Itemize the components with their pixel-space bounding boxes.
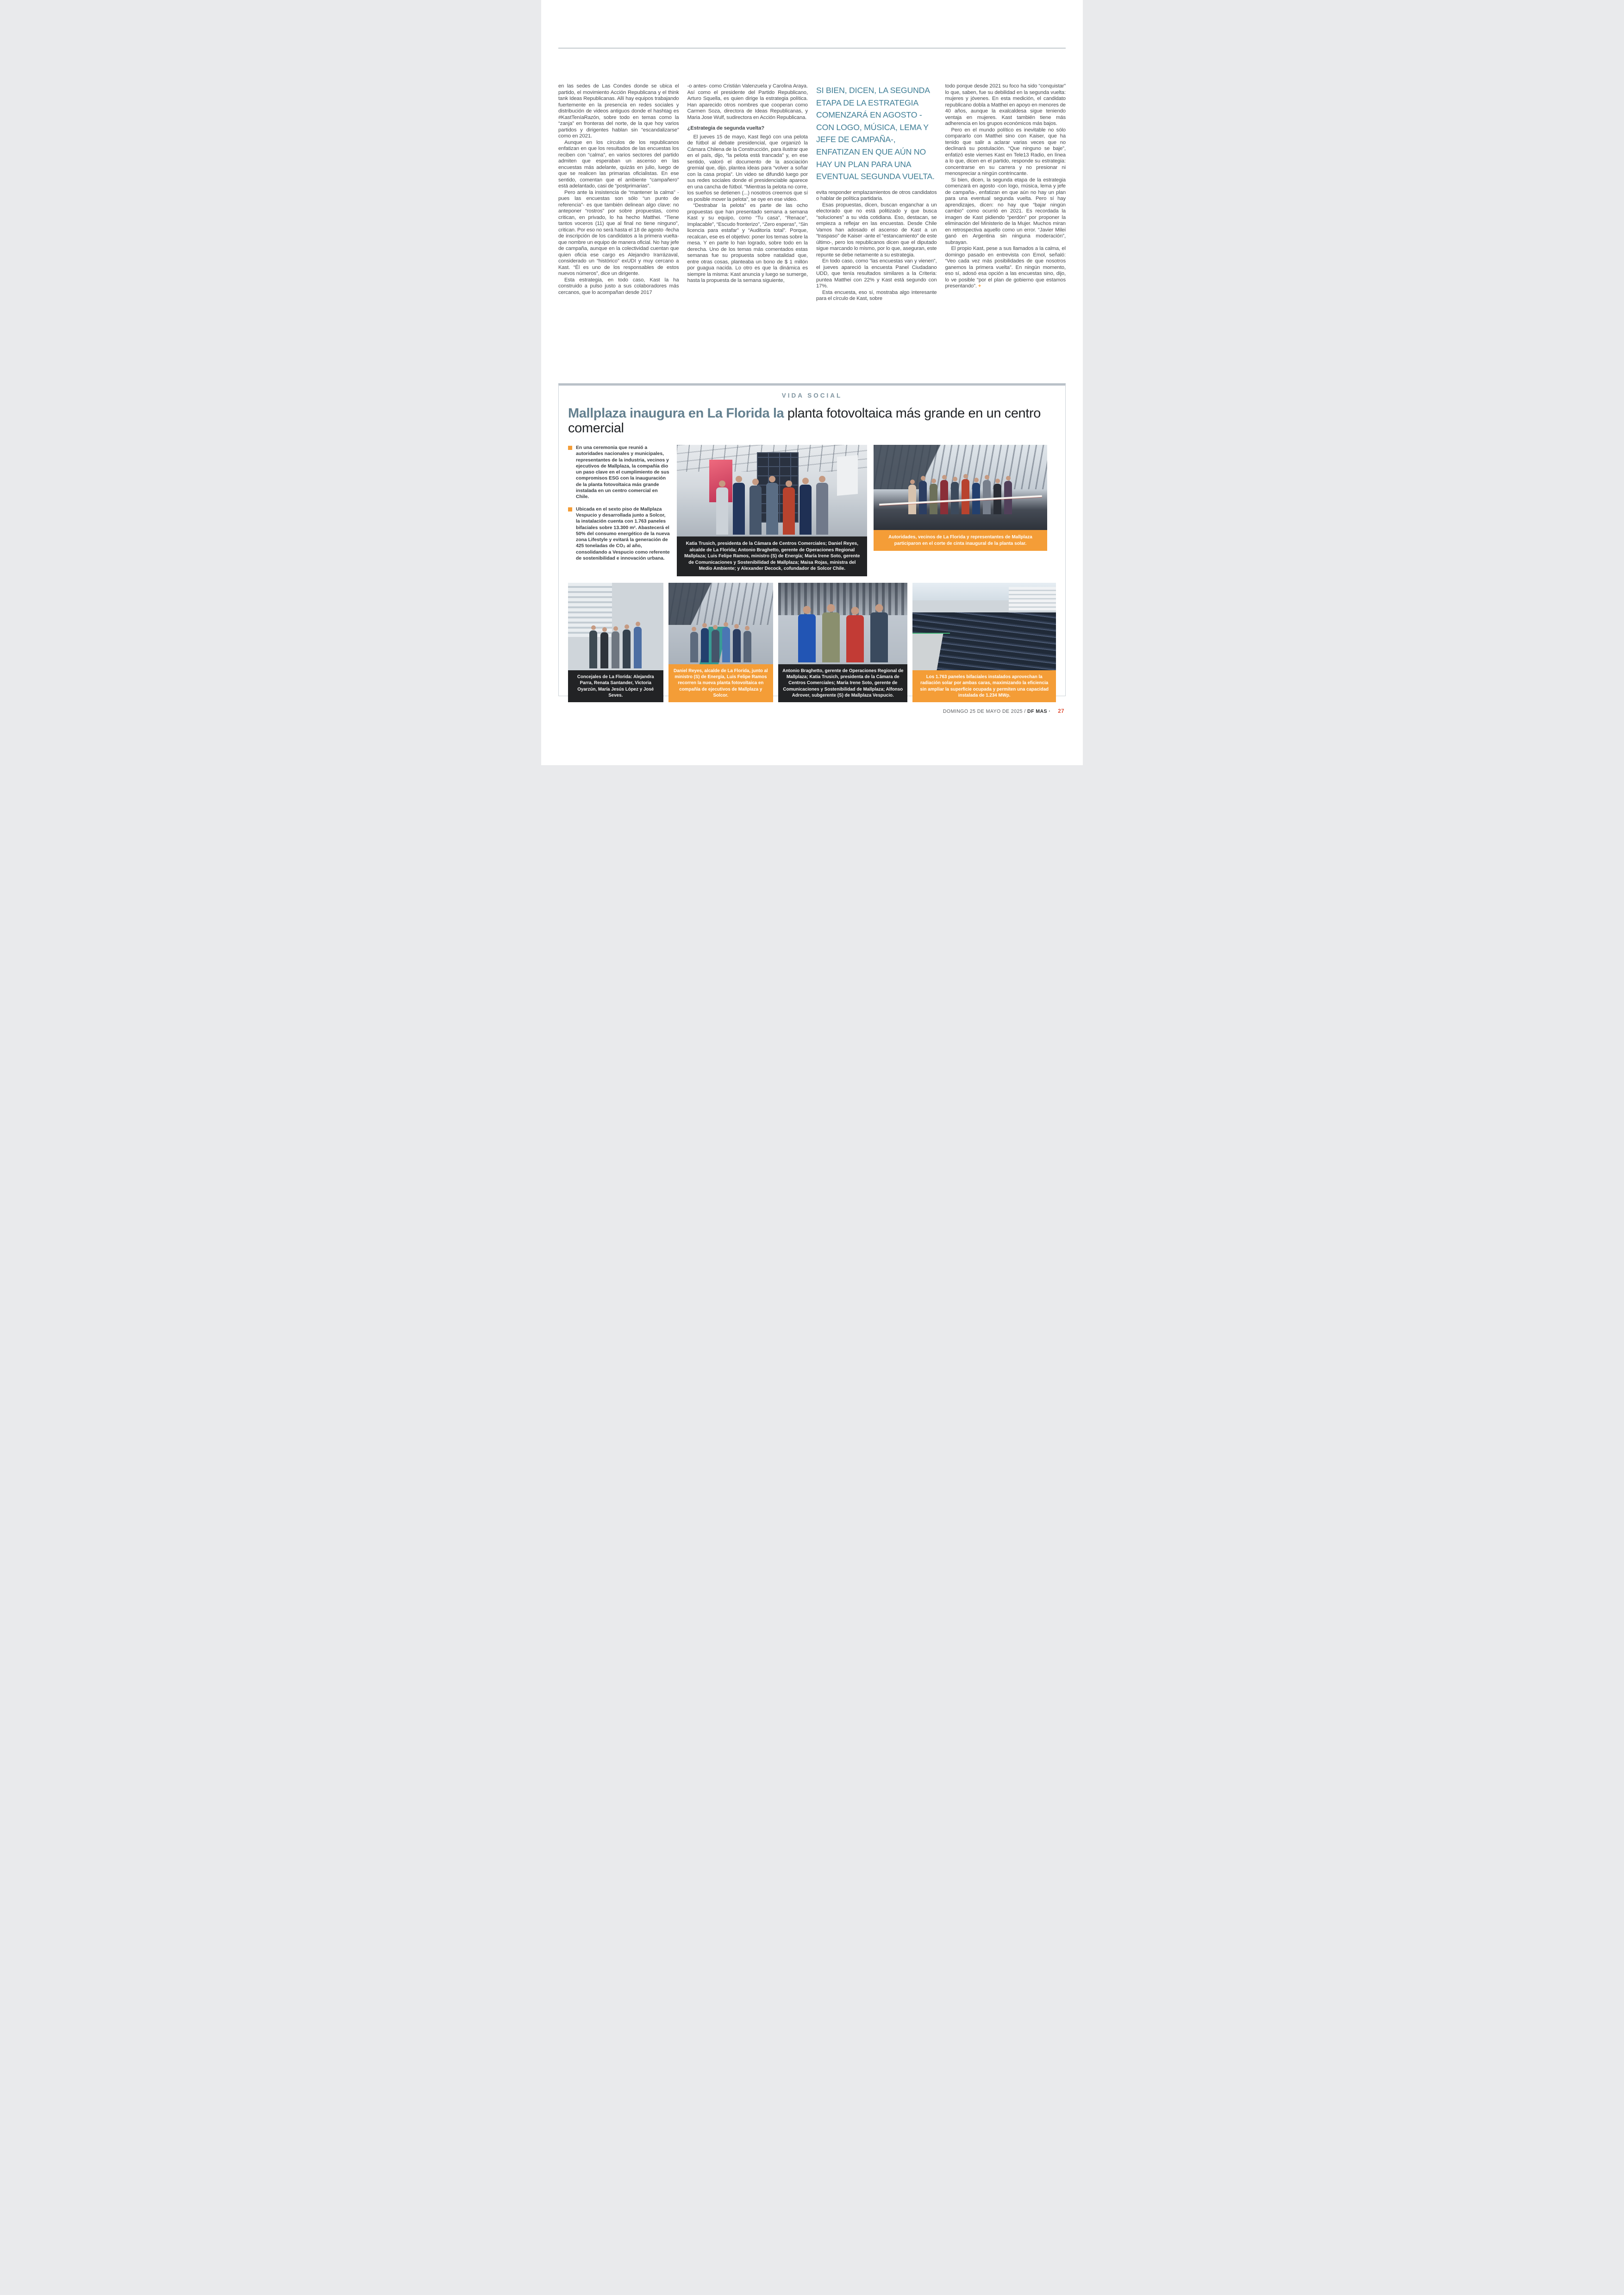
article-paragraph: -o antes- como Cristián Valenzuela y Carolina Araya. Así como el presidente del Partido Republicano, Arturo Squella, es quien dirige la estrategia política. Han aparecido otros nombres que cooperan como Carmen Soza, directora de Ideas Republicanas, y Maria Jose Wulf, sudirectora en Acción Republicana. [687,83,808,120]
article-paragraph: Esta estrategia, en todo caso, Kast la ha construido a pulso justo a sus colaboradores más cercanos, que lo acompañan desde 2017 [558,277,679,295]
person-figure [612,631,619,668]
people-group-graphic [677,483,867,535]
parking-lot-graphic [912,633,949,670]
photo-caption-main: Katia Trusich, presidenta de la Cámara de Centros Comerciales; Daniel Reyes, alcalde de La Florida; Antonio Braghetto, gerente de Operaciones Regional Mallplaza; Luis Felipe Ramos, ministro (S) de Energía; María Irene Soto, gerente de Comunicaciones y Sostenibilidad de Mallplaza; Maisa Rojas, ministra del Medio Ambiente; y Alexander Decock, cofundador de Solcor Chile. [677,536,867,576]
person-figure [722,627,730,662]
person-figure [589,630,597,668]
article-column-4 [945,83,1066,377]
top-divider-rule [558,48,1066,49]
person-figure [623,630,631,668]
person-figure [951,482,959,514]
person-figure [600,632,608,668]
article-paragraph: Aunque en los círculos de los republicanos enfatizan en que los resultados de las encuestas los reciben con “calma”, en varios sectores del partido admiten que esperaban un ascenso en las encuestas más adelante, quizás en julio, luego de que se realicen las primarias oficialistas. En ese sentido, comentan que el ambiente “campañero” está adelantado, casi de “postprimarias”. [558,139,679,189]
photo-walk-tour [668,583,774,664]
article-paragraph: evita responder emplazamientos de otros candidatos o hablar de política partidaria. [816,189,937,202]
section-subhead: ¿Estrategia de segunda vuelta? [687,125,765,131]
photo-caption-executives: Antonio Braghetto, gerente de Operaciones Regional de Mallplaza; Katia Trusich, presidenta de la Cámara de Centros Comerciales; María Irene Soto, gerente de Comunicaciones y Sostenibilidad de Mallplaza; Alfonso Adrover, subgerente (S) de Mallplaza Vespucio. [778,664,907,702]
social-headline [568,406,1056,436]
social-row-bottom [568,583,1056,702]
footer-brand: DF MAS · [1027,709,1051,714]
article-paragraph: Si bien, dicen, la segunda etapa de la estrategia comenzará en agosto -con logo, música, lema y jefe de campaña-, enfatizan en que aún no hay un plan para una eventual segunda vuelta. Pero sí hay aprendizajes, dicen: no hay que “bajar ningún cambio” como ocurrió en 2021. Es recordada la imagen de Kast pidiendo “perdón” por proponer la eliminación del Ministerio de la Mujer. Muchos miran en retrospectiva aquello como un error. “Javier Milei ganó en Argentina sin ninguna moderación”, subrayan. [945,177,1066,245]
person-figure [701,628,709,662]
headline-rest: planta fotovoltaica más grande en un centro comercial [568,406,1041,436]
summary-bullet [568,445,670,500]
article-paragraph: en las sedes de Las Condes donde se ubica el partido, el movimiento Acción Republicana y el think tank Ideas Republicanas. Allí hay equipos trabajando fuertemente en la presencia en redes sociales y distribución de videos antiguos donde el hashtag es #KastTeníaRazón, sobre todo en temas como la “zanja” en fronteras del norte, de la que hoy varios partidos y dirigentes hablan sin “escandalizarse” como en 2021. [558,83,679,139]
person-figure [908,485,916,514]
page-footer [943,708,1064,714]
person-figure [766,483,778,535]
person-figure [743,631,751,662]
person-figure [870,612,888,662]
people-group-graphic [778,612,907,662]
bullet-text: Ubicada en el sexto piso de Mallplaza Vespucio y desarrollada junto a Solcor, la instalación cuenta con 1.763 paneles bifaciales sobre 13.300 m². Abastecerá el 50% del consumo energético de la nueva zona Lifestyle y evitará la generación de 425 toneladas de CO₂ al año, consolidando a Vespucio como referente de sostenibilidad e innovación urbana. [576,506,670,561]
photo-caption-walk: Daniel Reyes, alcalde de La Florida, junto al ministro (S) de Energía, Luis Felipe Ramos recorren la nueva planta fotovoltaica en compañía de ejecutivos de Mallplaza y Solcor. [668,664,774,702]
person-figure [800,485,812,535]
article-body [558,83,1066,377]
person-figure [750,486,762,535]
photo-card-aerial [912,583,1056,702]
person-figure [798,614,816,662]
article-paragraph: En todo caso, como “las encuestas van y vienen”, el jueves apareció la encuesta Panel Ciudadano UDD, que tenía resultados similares a la Criteria: puntea Matthei con 22% y Kast está segundo con 17%. [816,258,937,289]
person-figure [783,487,795,535]
photo-card-main [677,445,867,576]
article-paragraph: “Destrabar la pelota” es parte de las ocho propuestas que han presentado semana a semana Kast y su equipo, como “Tu casa”, “Renace”, Implacable”, “Escudo fronterizo”, “Zero esperas”, “Sin licencia para estafar” y “Auditoría total”. Porque, recalcan, ese es el objetivo: poner los temas sobre la mesa. Y en parte lo han logrado, sobre todo en la derecha. Uno de los temas más comentados estas semanas fue su propuesta sobre natalidad que, entre otras cosas, planteaba un bono de $ 1 millón por guagua nacida. Lo otro es que la dinámica es siempre la misma: Kast anuncia y luego se sumerge, hasta la propuesta de la semana siguiente, [687,203,808,283]
person-figure [919,481,927,514]
person-figure [822,612,840,662]
footer-page-number: 27 [1058,708,1064,714]
article-column-3 [816,83,937,377]
section-kicker: VIDA SOCIAL [781,392,843,399]
person-figure [983,480,991,514]
person-figure [716,487,728,535]
photo-aerial-panels [912,583,1056,670]
person-figure [712,630,719,662]
article-paragraph: Pero ante la insistencia de “mantener la calma” -pues las encuestas son sólo “un punto de referencia”- es que también delinean algo clave: no anteponer “rostros” por sobre propuestas, como critican, en privado, lo ha hecho Matthei. “Tiene tantos voceros (11) que al final no tiene ninguno”, critican. Por eso no será hasta el 18 de agosto -fecha de inscripción de los candidatos a la primera vuelta- que nombre un equipo de manera oficial. No hay jefe de campaña, aunque en la colectividad cuentan que quien oficia ese cargo es Alejandro Irarrázaval, considerado un “histórico” exUDI y muy cercano a Kast. “Él es uno de los responsables de estos nuevos números”, dice un dirigente. [558,189,679,276]
article-paragraph: Esta encuesta, eso sí, mostraba algo interesante para el círculo de Kast, sobre [816,289,937,302]
person-figure [930,484,937,514]
person-figure [816,483,828,535]
footer-date: DOMINGO 25 DE MAYO DE 2025 / [943,709,1028,714]
photo-caption-councilors: Concejales de La Florida: Alejandra Parra, Renata Santander, Victoria Oyarzún, María Jesús López y José Seves. [568,670,663,702]
person-figure [846,615,864,662]
people-group-graphic [568,627,663,668]
photo-card-ribbon [874,445,1047,551]
article-column-1 [558,83,679,377]
canopy-graphic [668,583,774,625]
photo-caption-aerial: Los 1.763 paneles bifaciales instalados aprovechan la radiación solar por ambas caras, maximizando la eficiencia sin ampliar la superficie ocupada y permiten una capacidad instalada de 1.234 MWp. [912,670,1056,702]
canopy-graphic [778,583,907,615]
headline-highlight: Mallplaza inaugura en La Florida la [568,406,787,421]
photo-card-councilors [568,583,663,702]
bullet-text: En una ceremonia que reunió a autoridades nacionales y municipales, representantes de la industria, vecinos y ejecutivos de Mallplaza, la compañía dio un paso clave en el cumplimiento de sus compromisos ESG con la inauguración de la planta fotovoltaica más grande instalada en un centro comercial en Chile. [576,445,669,500]
social-summary-column [568,445,670,568]
article-paragraph: El jueves 15 de mayo, Kast llegó con una pelota de fútbol al debate presidencial, que organizó la Cámara Chilena de la Construcción, para ilustrar que en el país, dijo, “la pelota está trancada” y, en ese sentido, valoró el documento de la asociación gremial que, dijo, plantea ideas para “volver a soñar con la casa propia”. Un video se difundió luego por sus redes sociales donde el presidenciable aparece en una cancha de fútbol. “Mientras la pelota no corre, los sueños se detienen (...) nosotros creemos que sí es posible mover la pelota”, se oye en ese video. [687,134,808,202]
bullet-square-icon [568,507,572,511]
pull-quote: SI BIEN, DICEN, LA SEGUNDA ETAPA DE LA ESTRATEGIA COMENZARÁ EN AGOSTO -CON LOGO, MÚSICA, LEMA Y JEFE DE CAMPAÑA-, ENFATIZAN EN QUE AÚN NO HAY UN PLAN PARA UNA EVENTUAL SEGUNDA VUELTA. [816,86,935,181]
photo-card-walk [668,583,774,702]
photo-caption-ribbon: Autoridades, vecinos de La Florida y representantes de Mallplaza participaron en el corte de cinta inaugural de la planta solar. [874,530,1047,551]
article-paragraph: Pero en el mundo político es inevitable no sólo compararlo con Matthei sino con Kaiser, que ha tenido que salir a aclarar varias veces que no declinará su postulación. “Que ninguno se baje”, enfatizó este viernes Kast en Tele13 Radio, en línea a lo que, dicen en el partido, responde su estrategia: concentrarse en su carrera y no presionar ni menospreciar a ningún contrincante. [945,127,1066,176]
person-figure [733,629,741,662]
newspaper-page [541,0,1083,765]
person-figure [690,632,698,662]
photo-main-group [677,445,867,536]
summary-bullet [568,506,670,562]
person-figure [962,479,969,514]
article-paragraph: Esas propuestas, dicen, buscan enganchar a un electorado que no está politizado y que busca “soluciones” a su vida cotidiana. Eso, destacan, se empieza a reflejar en las encuestas. Desde Chile Vamos han adosado el ascenso de Kast a un “traspaso” de Kaiser -ante el “estancamiento” de este último-, pero los republicanos dicen que el diputado sigue marcando lo mismo, por lo que, aseguran, este repunte se debe netamente a su estrategia. [816,202,937,258]
person-figure [634,627,642,668]
photo-councilors [568,583,663,670]
bullet-square-icon [568,446,572,450]
vida-social-section [558,383,1066,696]
photo-ribbon-cutting [874,445,1047,530]
bottom-divider-band [558,701,1066,705]
article-paragraph-text: El propio Kast, pese a sus llamados a la calma, el domingo pasado en entrevista con Emol, señaló: “Veo cada vez más posibilidades de que nosotros ganemos la primera vuelta”. En ningún momento, eso sí, adosó esa opción a las encuestas sino, dijo, lo ve posible “por el plan de gobierno que estamos presentando”. [945,246,1066,289]
people-group-graphic [668,627,774,662]
article-paragraph [945,246,1066,290]
social-row-top [568,445,1056,576]
person-figure [733,483,745,535]
article-end-mark: + [978,283,981,289]
article-column-2 [687,83,808,377]
article-paragraph: todo porque desde 2021 su foco ha sido “conquistar” lo que, saben, fue su debilidad en la segunda vuelta: mujeres y jóvenes. En esta medición, el candidato republicano dobla a Matthei en apoyo en menores de 40 años, aunque la exalcaldesa sigue teniendo ventaja en mujeres. Kast también tiene más adherencia en los grupos económicos más bajos. [945,83,1066,126]
photo-executives [778,583,907,664]
photo-card-executives [778,583,907,702]
person-figure [940,480,948,514]
